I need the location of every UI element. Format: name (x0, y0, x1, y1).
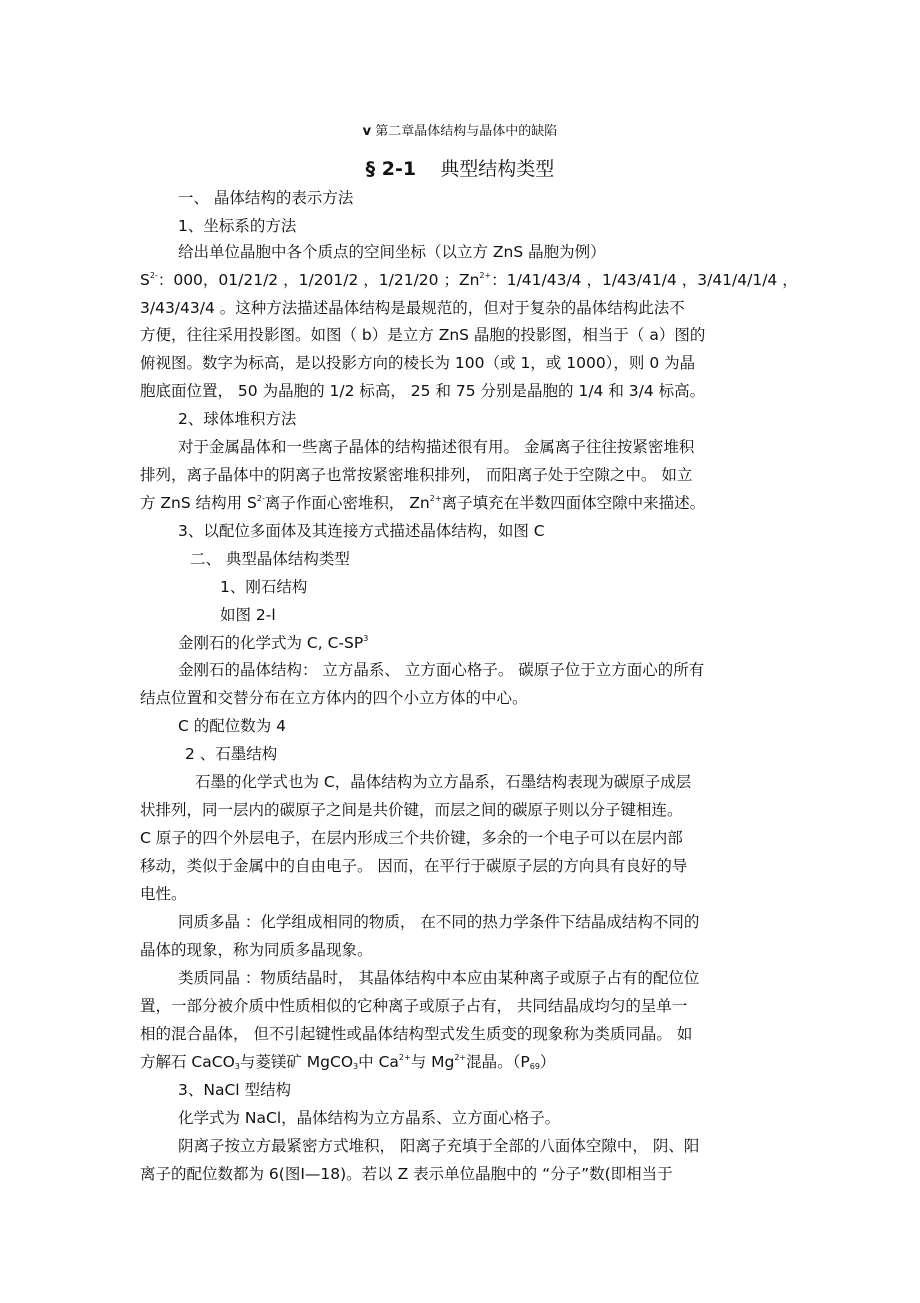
paragraph-line: 石墨的化学式也为 C，晶体结构为立方晶系，石墨结构表现为碳原子成层 (195, 773, 692, 791)
paragraph-line: 类质同晶 ：物质结晶时， 其晶体结构中本应由某种离子或原子占有的配位位 (178, 969, 700, 987)
paragraph-line: 结点位置和交替分布在立方体内的四个小立方体的中心。 (140, 689, 528, 707)
superscript: 3 (363, 634, 369, 643)
paragraph-line (140, 1052, 555, 1072)
text-run: 中 Ca (358, 1053, 399, 1071)
superscript: 2+ (454, 1053, 467, 1062)
paragraph-line: 俯视图。数字为标高，是以投影方向的棱长为 100（或 1，或 1000），则 0 为晶 (140, 354, 696, 372)
zinc-coordinates: ：1/41/43/4 ，1/43/41/4 ，3/41/4/1/4 ， (491, 271, 798, 289)
coordinate-line (140, 270, 798, 290)
paragraph-line: 相的混合晶体， 但不引起键性或晶体结构型式发生质变的现象称为类质同晶。 如 (140, 1025, 693, 1043)
zinc-charge: 2+ (479, 271, 492, 280)
text-run: 混晶。（P (466, 1053, 530, 1071)
paragraph-line: 胞底面位置， 50 为晶胞的 1/2 标高， 25 和 75 分别是晶胞的 1/4 和 3/4 标高。 (140, 382, 706, 400)
paragraph-line: 方便，往往采用投影图。如图（ b）是立方 ZnS 晶胞的投影图，相当于（ a）图的 (140, 326, 706, 344)
paragraph-line: 移动，类似于金属中的自由电子。 因而，在平行于碳原子层的方向具有良好的导 (140, 857, 688, 875)
text-run: 方 ZnS 结构用 S (140, 494, 257, 512)
chapter-title: 第二章晶体结构与晶体中的缺陷 (375, 124, 558, 139)
paragraph-line: 置，一部分被介质中性质相似的它种离子或原子占有， 共同结晶成均匀的呈单一 (140, 997, 688, 1015)
paragraph-line: 离子的配位数都为 6(图Ⅰ—18)。若以 Z 表示单位晶胞中的 “分子”数(即相当于 (140, 1165, 673, 1183)
paragraph-line (140, 493, 705, 513)
text-run: 方解石 CaCO (140, 1053, 235, 1071)
section-number: § 2-1 (365, 158, 417, 180)
section-title (0, 154, 920, 181)
text-run: 离子填充在半数四面体空隙中来描述。 (441, 494, 706, 512)
paragraph-line: 3/43/43/4 。这种方法描述晶体结构是最规范的，但对于复杂的晶体结构此法不 (140, 299, 685, 317)
subheading-nacl: 3、NaCl 型结构 (178, 1081, 292, 1099)
sulfur-charge: 2- (149, 271, 158, 280)
heading-2: 二、 典型晶体结构类型 (190, 550, 350, 568)
paragraph-line (178, 633, 368, 653)
subscript: 3 (234, 1062, 240, 1071)
subheading-sphere-packing: 2、球体堆积方法 (178, 410, 297, 428)
paragraph-line: 电性。 (140, 885, 187, 903)
chapter-header (0, 120, 920, 139)
zinc-ion: Zn (458, 271, 480, 289)
paragraph-line: 给出单位晶胞中各个质点的空间坐标（以立方 ZnS 晶胞为例） (178, 243, 606, 261)
subheading-coordination-polyhedra: 3、以配位多面体及其连接方式描述晶体结构，如图 C (178, 522, 545, 540)
subheading-graphite: 2 、石墨结构 (185, 745, 278, 763)
paragraph-line: 状排列，同一层内的碳原子之间是共价键，而层之间的碳原子则以分子键相连。 (140, 801, 683, 819)
subheading-coordinate-method: 1、坐标系的方法 (178, 217, 297, 235)
superscript: 2+ (398, 1053, 411, 1062)
text-run: 与 Mg (410, 1053, 455, 1071)
paragraph-line: 金刚石的晶体结构： 立方晶系、 立方面心格子。 碳原子位于立方面心的所有 (178, 661, 705, 679)
subheading-diamond: 1、刚石结构 (220, 578, 308, 596)
paragraph-line: C 的配位数为 4 (178, 717, 287, 735)
paragraph-line: C 原子的四个外层电子，在层内形成三个共价键，多余的一个电子可以在层内部 (140, 829, 683, 847)
subscript: 3 (353, 1062, 359, 1071)
subscript: 69 (529, 1062, 540, 1071)
figure-reference: 如图 2-l (220, 606, 276, 624)
paragraph-line: 化学式为 NaCl，晶体结构为立方晶系、立方面心格子。 (178, 1109, 561, 1127)
text-run: ） (539, 1053, 556, 1071)
paragraph-line: 排列，离子晶体中的阴离子也常按紧密堆积排列， 而阳离子处于空隙之中。 如立 (140, 466, 693, 484)
text-run: 与菱镁矿 MgCO (239, 1053, 354, 1071)
paragraph-line: 同质多晶 ：化学组成相同的物质， 在不同的热力学条件下结晶成结构不同的 (178, 913, 700, 931)
paragraph-line: 晶体的现象，称为同质多晶现象。 (140, 941, 373, 959)
section-title-text: 典型结构类型 (440, 158, 555, 180)
paragraph-line: 阴离子按立方最紧密方式堆积， 阳离子充填于全部的八面体空隙中， 阴、阳 (178, 1137, 700, 1155)
paragraph-line: 对于金属晶体和一些离子晶体的结构描述很有用。 金属离子往往按紧密堆积 (178, 438, 695, 456)
sulfur-ion: S (140, 271, 150, 289)
text-run: 金刚石的化学式为 C, C-SP (178, 634, 364, 652)
heading-1: 一、 晶体结构的表示方法 (178, 189, 354, 207)
sulfur-charge: 2- (256, 494, 265, 503)
header-marker: v (362, 124, 372, 139)
sulfur-coordinates: ：000，01/21/2 ，1/201/2 ，1/21/20 ； (157, 271, 459, 289)
text-run: 离子作面心密堆积， Zn (264, 494, 430, 512)
zinc-charge: 2+ (429, 494, 442, 503)
